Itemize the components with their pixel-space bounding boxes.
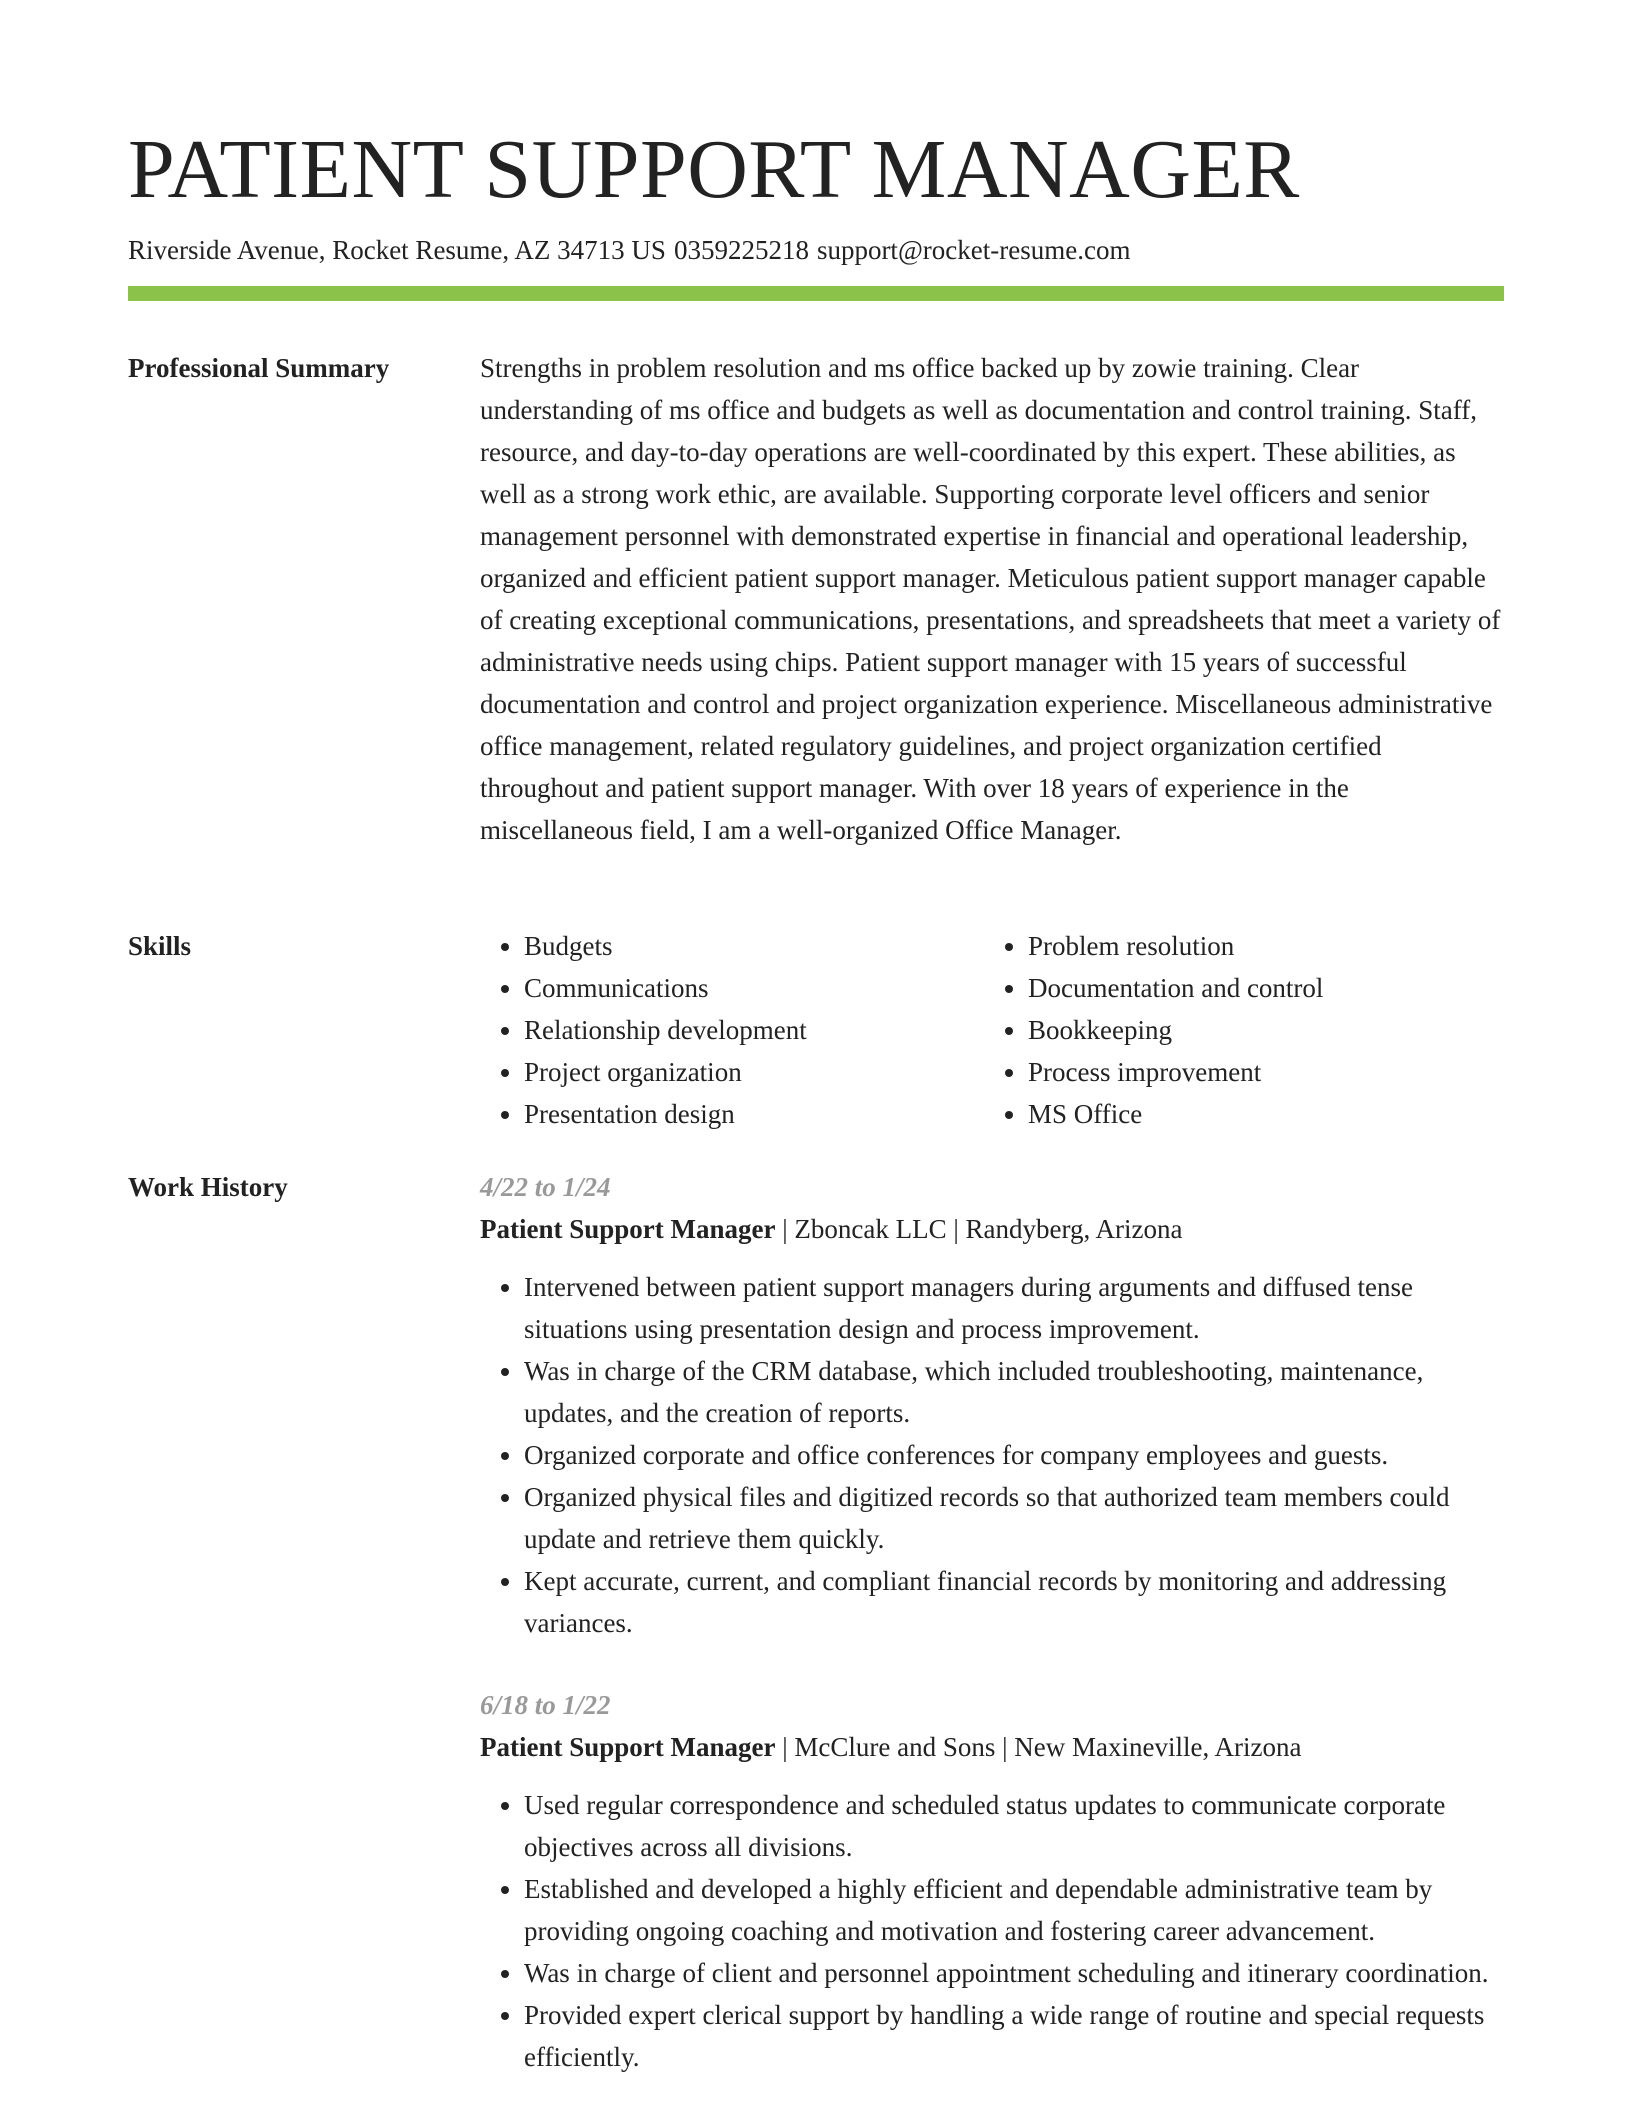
skill-item: • Problem resolution: [1028, 925, 1504, 967]
job-bullet: • Intervened between patient support managers during arguments and diffused tense situations using presentation design and process improvement.: [524, 1266, 1504, 1350]
summary-label: Professional Summary: [128, 353, 390, 383]
summary-text: Strengths in problem resolution and ms office backed up by zowie training. Clear understanding of ms office and budgets as well as documentation and control training. Staff, resource, and day-to-day operations are well-coordinated by this expert. These abilities, as well as a strong work ethic, are available. Supporting corporate level officers and senior management personnel with demonstrated expertise in financial and operational leadership, organized and efficient patient support manager. Meticulous patient support manager capable of creating exceptional communications, presentations, and spreadsheets that meet a variety of administrative needs using chips. Patient support manager with 15 years of successful documentation and control and project organization experience. Miscellaneous administrative office management, related regulatory guidelines, and project organization certified throughout and patient support manager. With over 18 years of experience in the miscellaneous field, I am a well-organized Office Manager.: [480, 353, 1501, 845]
job-bullet: • Was in charge of client and personnel appointment scheduling and itinerary coordination.: [524, 1952, 1504, 1994]
job-bullet: • Provided expert clerical support by handling a wide range of routine and special requests efficiently.: [524, 1994, 1504, 2078]
summary-body: [480, 347, 1504, 851]
skill-item: • Documentation and control: [1028, 967, 1504, 1009]
job-dates: 4/22 to 1/24: [480, 1172, 611, 1202]
skills-label: Skills: [128, 931, 192, 961]
skill-item: • MS Office: [1028, 1093, 1504, 1135]
job-bullet: • Organized physical files and digitized records so that authorized team members could update and retrieve them quickly.: [524, 1476, 1504, 1560]
skill-item: • Bookkeeping: [1028, 1009, 1504, 1051]
job-details: | Zboncak LLC | Randyberg, Arizona: [775, 1214, 1183, 1244]
contact-address: Riverside Avenue, Rocket Resume, AZ 34713 US: [128, 235, 666, 265]
contact-email: support@rocket-resume.com: [816, 235, 1131, 265]
skill-item: • Budgets: [524, 925, 984, 967]
header-divider: [128, 286, 1504, 301]
skill-item: • Process improvement: [1028, 1051, 1504, 1093]
contact-phone: 0359225218: [673, 235, 809, 265]
job-bullet: • Kept accurate, current, and compliant financial records by monitoring and addressing variances.: [524, 1560, 1504, 1644]
skill-item: • Relationship development: [524, 1009, 984, 1051]
resume-title: PATIENT SUPPORT MANAGER: [128, 123, 1300, 216]
job-title: Patient Support Manager: [480, 1732, 776, 1762]
skill-item: • Presentation design: [524, 1093, 984, 1135]
work-history-label: Work History: [128, 1172, 288, 1202]
work-history-body: [480, 1166, 1504, 2078]
job-title: Patient Support Manager: [480, 1214, 776, 1244]
job-entry: [480, 1684, 1504, 2078]
job-bullet: • Was in charge of the CRM database, which included troubleshooting, maintenance, updates, and the creation of reports.: [524, 1350, 1504, 1434]
job-entry: [480, 1166, 1504, 1644]
job-heading: [480, 1726, 1504, 1768]
skill-item: • Communications: [524, 967, 984, 1009]
skills-list-left: [480, 925, 984, 1135]
job-bullet: • Established and developed a highly efficient and dependable administrative team by providing ongoing coaching and motivation and fostering career advancement.: [524, 1868, 1504, 1952]
contact-line: [128, 230, 1130, 270]
job-bullets: [480, 1784, 1504, 2078]
job-heading: [480, 1208, 1504, 1250]
skills-body: [480, 925, 1504, 1135]
job-dates: 6/18 to 1/22: [480, 1690, 611, 1720]
job-bullet: • Organized corporate and office conferences for company employees and guests.: [524, 1434, 1504, 1476]
skill-item: • Project organization: [524, 1051, 984, 1093]
job-bullets: [480, 1266, 1504, 1644]
job-details: | McClure and Sons | New Maxineville, Arizona: [775, 1732, 1302, 1762]
skills-list-right: [984, 925, 1504, 1135]
job-bullet: • Used regular correspondence and scheduled status updates to communicate corporate objectives across all divisions.: [524, 1784, 1504, 1868]
